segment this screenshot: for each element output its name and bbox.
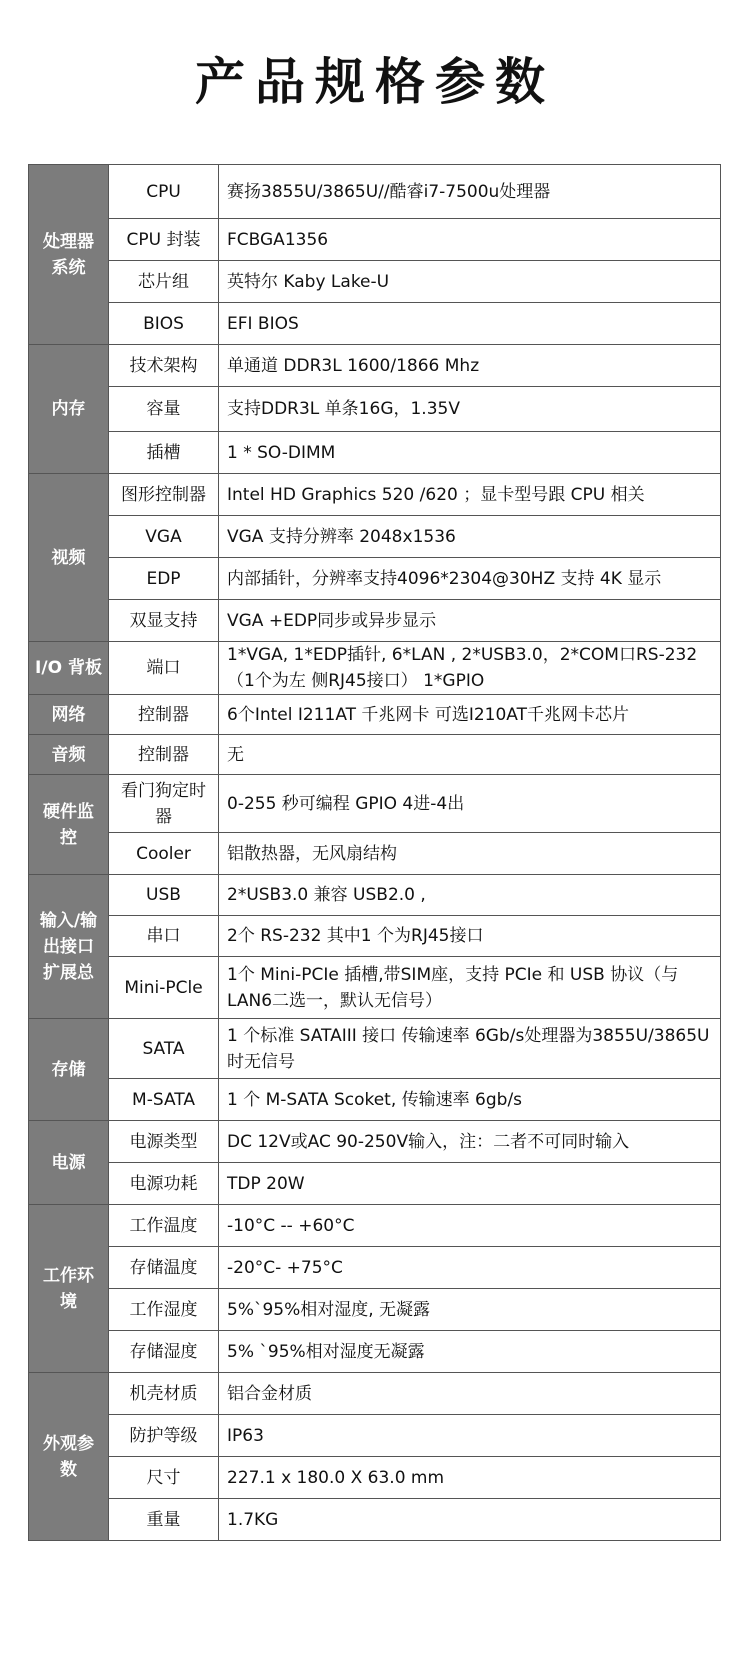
spec-value: 6个Intel I211AT 千兆网卡 可选I210AT千兆网卡芯片 [219,695,721,735]
spec-value: 227.1 x 180.0 X 63.0 mm [219,1457,721,1499]
spec-label: EDP [109,558,219,600]
spec-label: 机壳材质 [109,1373,219,1415]
spec-label: 工作湿度 [109,1289,219,1331]
spec-row [29,165,721,219]
spec-row [29,833,721,875]
audio-group: 音频 [29,735,109,775]
spec-row [29,387,721,432]
spec-value: 无 [219,735,721,775]
spec-value: 1 * SO-DIMM [219,432,721,474]
spec-row [29,642,721,695]
spec-label: CPU 封装 [109,219,219,261]
spec-value: VGA 支持分辨率 2048x1536 [219,516,721,558]
spec-label: 防护等级 [109,1415,219,1457]
spec-value: 5%`95%相对湿度, 无凝露 [219,1289,721,1331]
spec-label: 尺寸 [109,1457,219,1499]
environment-group: 工作环 境 [29,1205,109,1373]
spec-value: 1.7KG [219,1499,721,1541]
spec-label: 端口 [109,642,219,695]
video-group: 视频 [29,474,109,642]
spec-label: 芯片组 [109,261,219,303]
spec-row [29,1019,721,1079]
spec-label: 工作温度 [109,1205,219,1247]
spec-row [29,1457,721,1499]
spec-row [29,303,721,345]
network-group: 网络 [29,695,109,735]
page-title: 产品规格参数 [195,53,555,111]
spec-value: -10°C -- +60°C [219,1205,721,1247]
spec-row [29,558,721,600]
spec-row [29,1415,721,1457]
spec-value: 赛扬3855U/3865U//酷睿i7-7500u处理器 [219,165,721,219]
spec-label: 串口 [109,916,219,957]
spec-value: VGA +EDP同步或异步显示 [219,600,721,642]
spec-label: 技术架构 [109,345,219,387]
spec-value: 0-255 秒可编程 GPIO 4进-4出 [219,775,721,833]
spec-label: 图形控制器 [109,474,219,516]
spec-label: USB [109,875,219,916]
spec-value: 英特尔 Kaby Lake-U [219,261,721,303]
spec-value: 铝合金材质 [219,1373,721,1415]
power-group: 电源 [29,1121,109,1205]
spec-row [29,1247,721,1289]
spec-value: 单通道 DDR3L 1600/1866 Mhz [219,345,721,387]
spec-row [29,1331,721,1373]
spec-row [29,345,721,387]
spec-value: DC 12V或AC 90-250V输入，注：二者不可同时输入 [219,1121,721,1163]
spec-row [29,916,721,957]
spec-row [29,432,721,474]
appearance-group: 外观参 数 [29,1373,109,1541]
spec-row [29,1163,721,1205]
spec-value: IP63 [219,1415,721,1457]
spec-label: VGA [109,516,219,558]
spec-row [29,1289,721,1331]
spec-row [29,600,721,642]
spec-value: EFI BIOS [219,303,721,345]
spec-row [29,474,721,516]
spec-label: 容量 [109,387,219,432]
spec-label: 电源类型 [109,1121,219,1163]
spec-value: -20°C- +75°C [219,1247,721,1289]
spec-value: FCBGA1356 [219,219,721,261]
spec-label: 双显支持 [109,600,219,642]
spec-row [29,735,721,775]
spec-row [29,1205,721,1247]
spec-row [29,261,721,303]
hw-monitor-group: 硬件监 控 [29,775,109,875]
spec-label: 控制器 [109,695,219,735]
spec-value: 铝散热器，无风扇结构 [219,833,721,875]
spec-value: 内部插针，分辨率支持4096*2304@30HZ 支持 4K 显示 [219,558,721,600]
spec-label: SATA [109,1019,219,1079]
spec-label: 电源功耗 [109,1163,219,1205]
spec-value: Intel HD Graphics 520 /620 ；显卡型号跟 CPU 相关 [219,474,721,516]
spec-label: 插槽 [109,432,219,474]
spec-row [29,1373,721,1415]
spec-label: 看门狗定时器 [109,775,219,833]
spec-label: Cooler [109,833,219,875]
spec-value: 1 个标准 SATAIII 接口 传输速率 6Gb/s处理器为3855U/3865U时无信号 [219,1019,721,1079]
memory-group: 内存 [29,345,109,474]
spec-row [29,1121,721,1163]
spec-value: 5% `95%相对湿度无凝露 [219,1331,721,1373]
spec-row [29,516,721,558]
spec-label: M-SATA [109,1079,219,1121]
spec-value: 2*USB3.0 兼容 USB2.0 , [219,875,721,916]
spec-label: 存储湿度 [109,1331,219,1373]
spec-row [29,775,721,833]
spec-label: Mini-PCle [109,957,219,1019]
spec-row [29,875,721,916]
spec-label: 存储温度 [109,1247,219,1289]
spec-row [29,1499,721,1541]
spec-row [29,957,721,1019]
spec-value: 支持DDR3L 单条16G，1.35V [219,387,721,432]
io-expansion-group: 输入/输 出接口 扩展总 [29,875,109,1019]
spec-value: 1*VGA, 1*EDP插针, 6*LAN , 2*USB3.0，2*COM口RS-232（1个为左 侧RJ45接口） 1*GPIO [219,642,721,695]
spec-label: CPU [109,165,219,219]
spec-value: 1个 Mini-PCIe 插槽,带SIM座，支持 PCIe 和 USB 协议（与LAN6二选一，默认无信号） [219,957,721,1019]
processor-group: 处理器 系统 [29,165,109,345]
spec-label: BIOS [109,303,219,345]
spec-label: 重量 [109,1499,219,1541]
storage-group: 存储 [29,1019,109,1121]
spec-row [29,219,721,261]
spec-value: TDP 20W [219,1163,721,1205]
spec-label: 控制器 [109,735,219,775]
io-panel-group: I/O 背板 [29,642,109,695]
spec-table [28,164,721,1541]
spec-value: 1 个 M-SATA Scoket, 传输速率 6gb/s [219,1079,721,1121]
spec-row [29,695,721,735]
spec-row [29,1079,721,1121]
spec-value: 2个 RS-232 其中1 个为RJ45接口 [219,916,721,957]
